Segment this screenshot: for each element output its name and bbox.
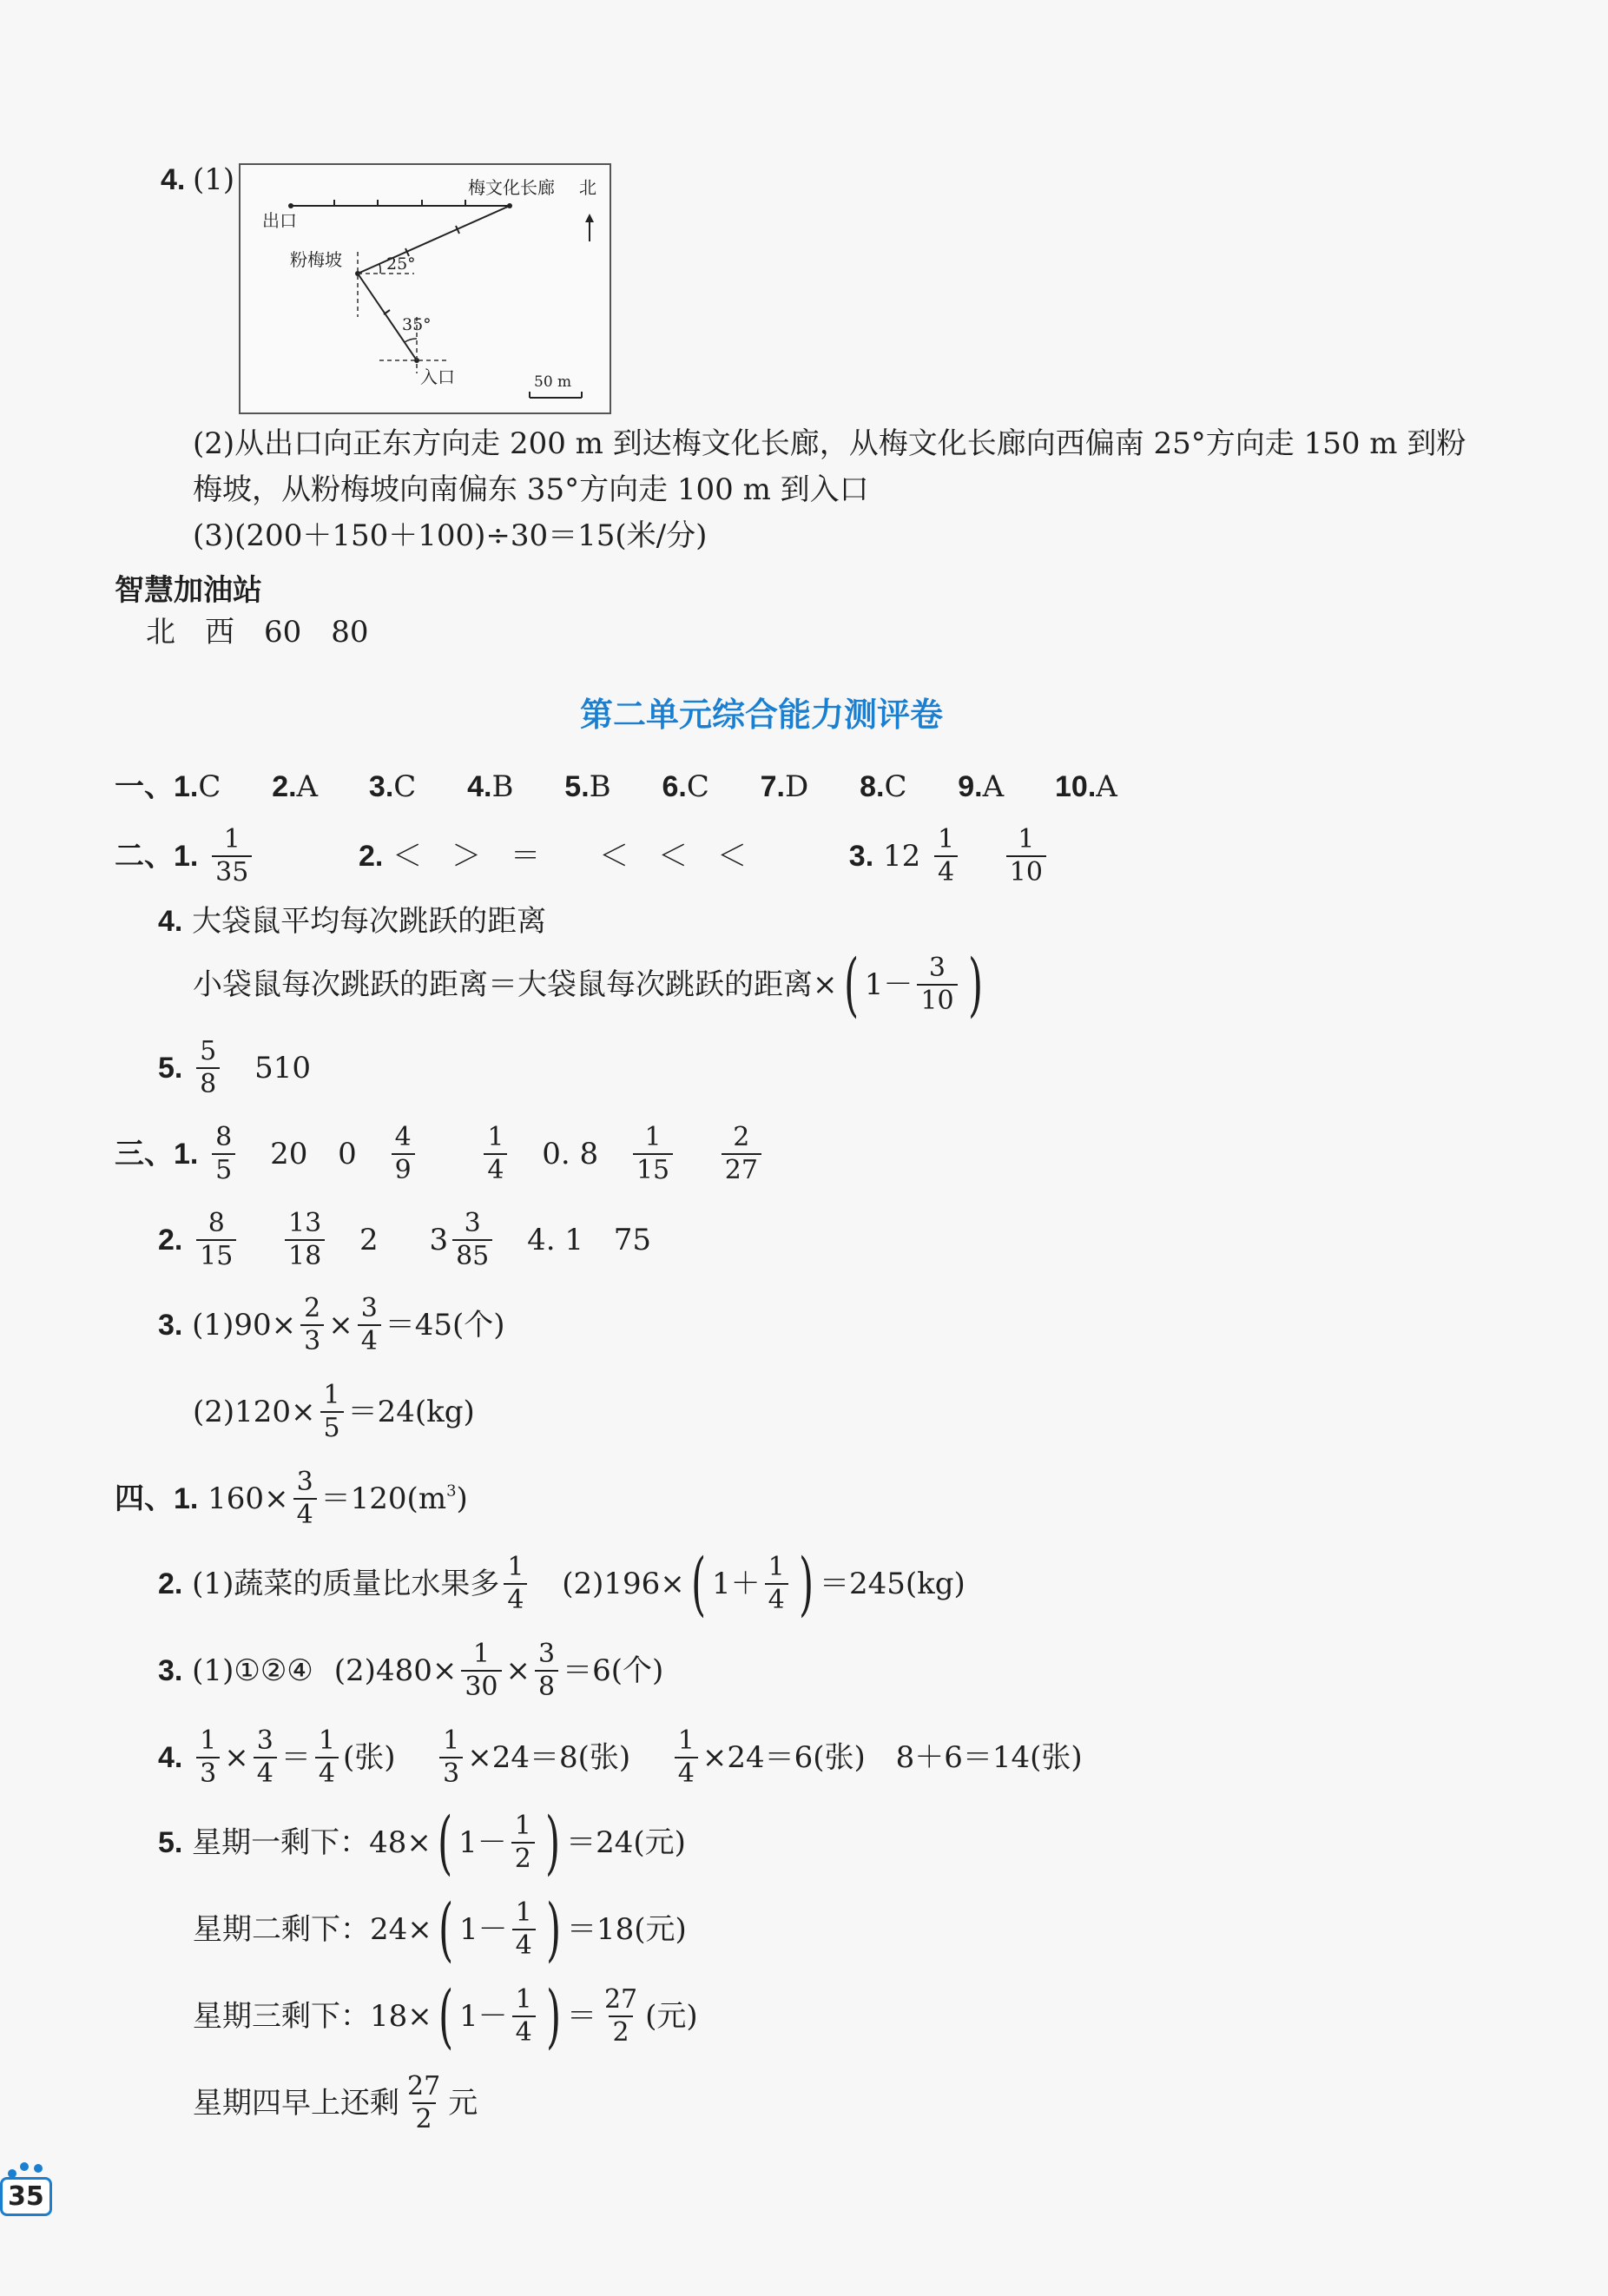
section4-q5-thursday: 星期四早上还剩 $\frac{27}{2}$ 元 [193,2071,478,2134]
section3-q1: 三、1. $\frac{8}{5}$ 20 0 $\frac{4}{9}$ $\frac{1}{4}$ 0. 8 $\frac{1}{15}$ $\frac{2}{27}$ [115,1125,766,1184]
section1-label: 一、 [115,770,174,803]
section4-q1: 四、1. 160× $\frac{3}{4}$ $=120(m^3)$ [115,1467,468,1530]
q4-part3: (3)(200＋150＋100)÷30＝15(米/分) [193,518,708,553]
map-label-north: 北 [579,177,596,198]
unit-title: 第二单元综合能力测评卷 [580,696,944,734]
wisdom-answers: 北 西 60 80 [146,615,369,650]
section4-q3: 3. (1)①②④ (2)480× $\frac{1}{30}$ × $\frac{3}{8}$ ＝6(个) [158,1639,664,1702]
comparison-signs: ＜ ＞ ＝ ＜ ＜ ＜ [392,839,748,874]
q4-part2-line2: 梅坡，从粉梅坡向南偏东 35°方向走 100 m 到入口 [193,472,869,507]
sun-icon [3,2158,56,2177]
page-number-badge [0,2158,56,2216]
map-label-angle-25: 25° [386,254,416,274]
section4-q2: 2. (1)蔬菜的质量比水果多 $\frac{1}{4}$ (2)196×( 1＋ $\frac{1}{4}$ ) ＝245(kg) [158,1543,965,1624]
q4-part2-line1: (2)从出口向正东方向走 200 m 到达梅文化长廊，从梅文化长廊向西偏南 25°方向走 150 m 到粉 [193,426,1466,461]
section2-q5: 5. $\frac{5}{8}$ 510 [158,1036,311,1099]
section4-q4: 4. $\frac{1}{3}$ × $\frac{3}{4}$ ＝ $\frac{1}{4}$ (张) $\frac{1}{3}$ ×24＝8(张) $\frac{1}{4}$ ×24＝6(张) 8＋6＝14(张) [158,1725,1083,1789]
section2-q4-line1: 4. 大袋鼠平均每次跳跃的距离 [158,904,547,939]
map-label-scale: 50 m [534,373,572,391]
map-diagram [239,163,611,414]
section1-answers: 一、1.C 2.A 3.C 4.B 5.B 6.C 7.D 8.C 9.A 10.A [115,769,1117,804]
section3-q3-part1: 3. (1)90× $\frac{2}{3}$ × $\frac{3}{4}$ ＝45(个) [158,1293,505,1356]
section2-q4-line2: 小袋鼠每次跳跃的距离＝大袋鼠每次跳跃的距离×( 1－ $\frac{3}{10}$ ) [193,944,983,1025]
map-label-slope: 粉梅坡 [290,249,342,270]
wisdom-heading: 智慧加油站 [115,573,262,608]
map-label-corridor: 梅文化长廊 [468,177,555,198]
section4-q5-wednesday: 星期三剩下：18×( 1－ $\frac{1}{4}$ ) ＝ $\frac{27}{2}$ (元) [193,1976,698,2056]
section3-label: 三、 [115,1138,174,1171]
map-label-exit: 出口 [262,210,297,231]
page-number: 35 [0,2177,52,2216]
q4-number: 4. [161,163,186,196]
map-label-angle-35: 35° [402,315,432,334]
route-corridor-to-slope [358,206,510,274]
scale-ticks [334,200,465,206]
q4-part1-label: (1) [193,162,235,197]
section3-q2: 2. $\frac{8}{15}$ $\frac{13}{18}$ 2 3 $\frac{3}{85}$ 4. 1 75 [158,1208,652,1271]
section4-q5-tuesday: 星期二剩下：24×( 1－ $\frac{1}{4}$ ) ＝18(元) [193,1889,687,1969]
section4-label: 四、 [115,1482,174,1515]
section3-q3-part2: (2)120× $\frac{1}{5}$ ＝24(kg) [193,1380,475,1443]
section2-row1: 二、1. $\frac{1}{35}$ 2. ＜ ＞ ＝ ＜ ＜ ＜ 3. 12 $\frac{1}{4}$ $\frac{1}{10}$ [115,827,1051,886]
section4-q5-monday: 5. 星期一剩下：48×( 1－ $\frac{1}{2}$ ) ＝24(元) [158,1802,686,1883]
map-label-entrance: 入口 [420,366,455,387]
section2-label: 二、 [115,840,174,873]
